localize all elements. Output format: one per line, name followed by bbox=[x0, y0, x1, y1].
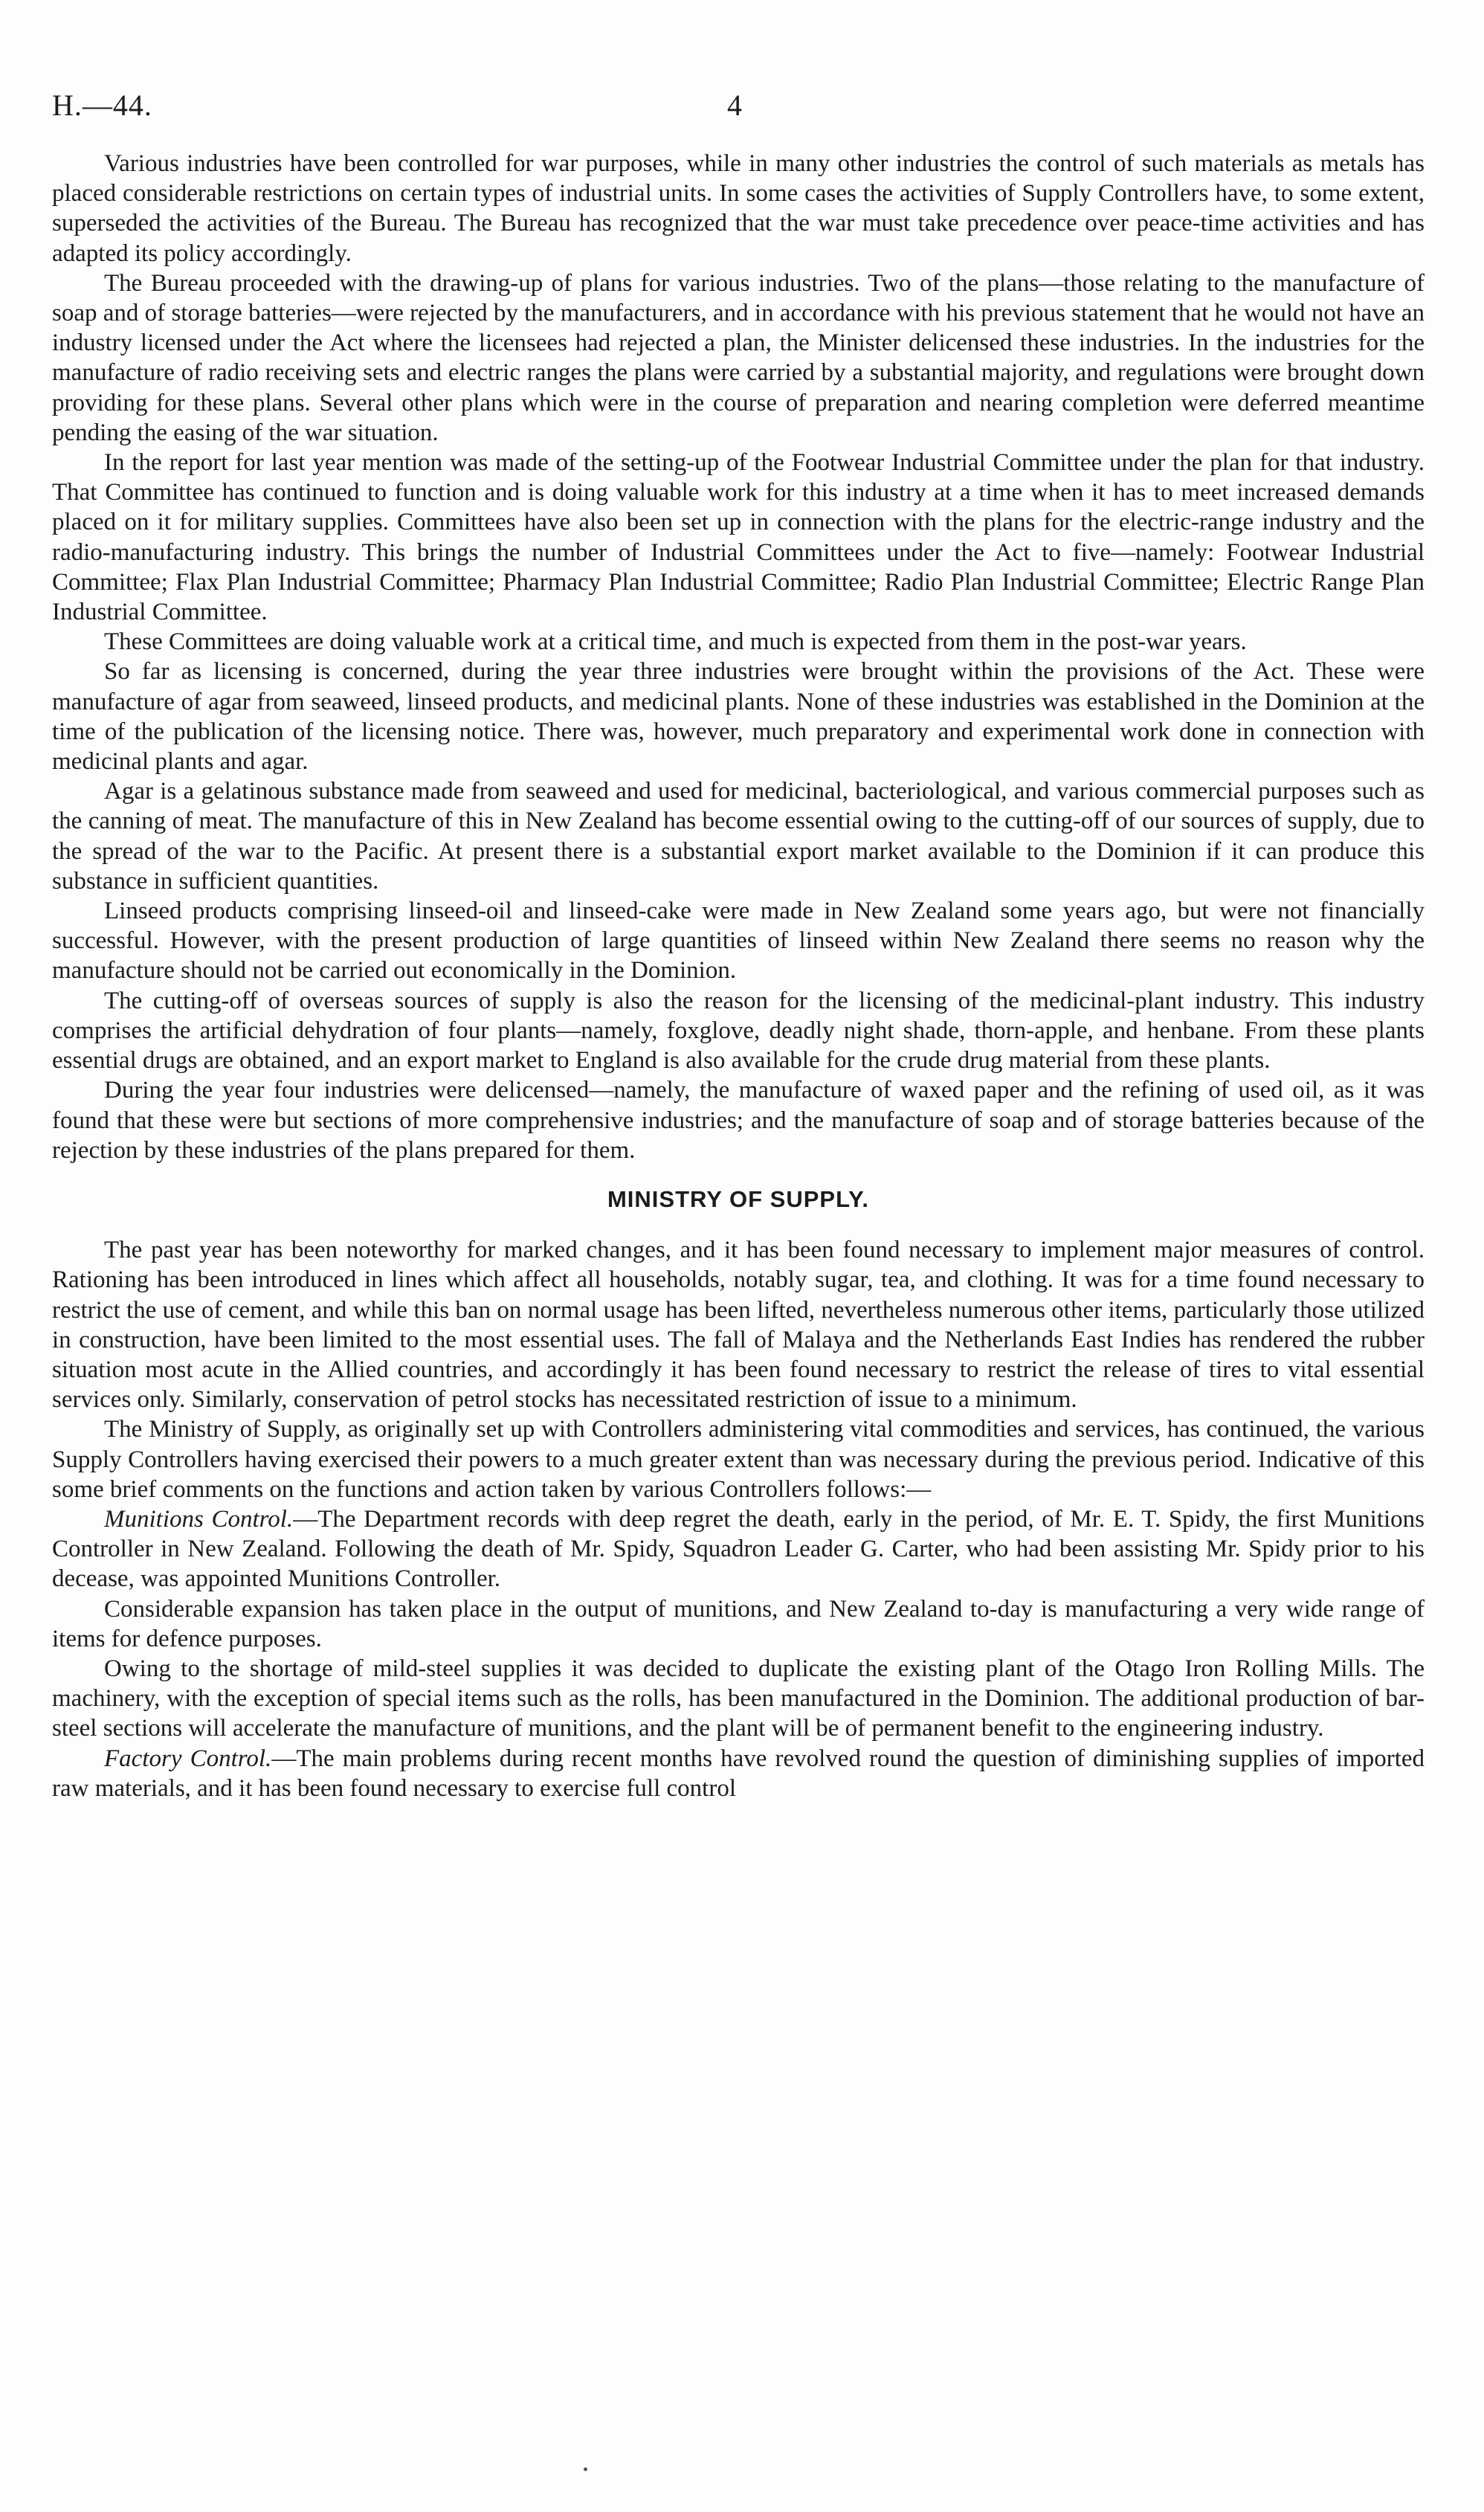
section-heading: MINISTRY OF SUPPLY. bbox=[607, 1185, 870, 1212]
paragraph: These Committees are doing valuable work at a critical time, and much is expected from them in the post-war years. bbox=[104, 628, 1247, 656]
paragraph-munitions bbox=[52, 1504, 1425, 1594]
paragraph: The cutting-off of overseas sources of supply is also the reason for the licensing of the medicinal-plant industry. This industry comprises the artificial dehydration of four plants—namely, foxglove, deadly night shade, thorn-apple, and henbane. From these plants essential drugs are obtained, and an export market to England is also available for the crude drug material from these plants. bbox=[52, 987, 1425, 1075]
paragraph: Agar is a gelatinous substance made from seaweed and used for medicinal, bacteriological, and various commercial purposes such as the canning of meat. The manufacture of this in New Zealand has become essential owing to the cutting-off of our sources of supply, due to the spread of the war to the Pacific. At present there is a substantial export market available to the Dominion if it can produce this substance in sufficient quantities. bbox=[52, 778, 1425, 895]
paragraph: Owing to the shortage of mild-steel supplies it was decided to duplicate the existing plant of the Otago Iron Rolling Mills. The machinery, with the exception of special items such as the rolls, has been manufactured in the Dominion. The additional production of bar-steel sections will accelerate the manufacture of munitions, and the plant will be of permanent benefit to the engineering industry. bbox=[52, 1655, 1425, 1742]
paragraph: During the year four industries were delicensed—namely, the manufacture of waxed paper and the refining of used oil, as it was found that these were but sections of more comprehensive industries; and the manufacture of soap and of storage batteries because of the rejection by these industries of the plans prepared for them. bbox=[52, 1077, 1425, 1164]
munitions-control-text: —The Department records with deep regret the death, early in the period, of Mr. E. T. Spidy, the first Munitions Controller in New Zealand. Following the death of Mr. Spidy, Squadron Leader G. Carter, who had been assisting Mr. Spidy prior to his decease, was appointed Munitions Controller. bbox=[52, 1505, 1425, 1593]
factory-control-title: Factory Control. bbox=[104, 1745, 272, 1772]
munitions-control-title: Munitions Control. bbox=[104, 1505, 294, 1533]
document-body bbox=[52, 149, 1425, 1803]
report-reference: H.—44. bbox=[52, 88, 152, 122]
paragraph: Considerable expansion has taken place in the output of munitions, and New Zealand to-day is manufacturing a very wide range of items for defence purposes. bbox=[52, 1595, 1425, 1652]
paragraph: So far as licensing is concerned, during the year three industries were brought within the provisions of the Act. These were manufacture of agar from seaweed, linseed products, and medicinal plants. None of these industries was established in the Dominion at the time of the publication of the licensing notice. There was, however, much preparatory and experimental work done in connection with medicinal plants and agar. bbox=[52, 658, 1425, 776]
paragraph: In the report for last year mention was made of the setting-up of the Footwear Industrial Committee under the plan for that industry. That Committee has continued to function and is doing valuable work for this industry at a time when it has to meet increased demands placed on it for military supplies. Committees have also been set up in connection with the plans for the electric-range industry and the radio-manufacturing industry. This brings the number of Industrial Committees under the Act to five—namely: Footwear Industrial Committee; Flax Plan Industrial Committee; Pharmacy Plan Industrial Committee; Radio Plan Industrial Committee; Electric Range Plan Industrial Committee. bbox=[52, 449, 1425, 626]
paragraph: The Ministry of Supply, as originally set up with Controllers administering vital commodities and services, has continued, the various Supply Controllers having exercised their powers to a much greater extent than was necessary during the previous period. Indicative of this some brief comments on the functions and action taken by various Controllers follows:— bbox=[52, 1416, 1425, 1503]
scan-speck bbox=[584, 2467, 587, 2471]
page-number: 4 bbox=[727, 88, 742, 122]
paragraph: Various industries have been controlled for war purposes, while in many other industries the control of such materials as metals has placed considerable restrictions on certain types of industrial units. In some cases the activities of Supply Controllers have, to some extent, superseded the activities of the Bureau. The Bureau has recognized that the war must take precedence over peace-time activities and has adapted its policy accordingly. bbox=[52, 150, 1425, 267]
factory-control-text: —The main problems during recent months have revolved round the question of diminishing supplies of imported raw materials, and it has been found necessary to exercise full control bbox=[52, 1745, 1425, 1802]
paragraph: Linseed products comprising linseed-oil and linseed-cake were made in New Zealand some years ago, but were not financially successful. However, with the present production of large quantities of linseed within New Zealand there seems no reason why the manufacture should not be carried out economically in the Dominion. bbox=[52, 898, 1425, 985]
paragraph-factory bbox=[52, 1744, 1425, 1803]
paragraph: The Bureau proceeded with the drawing-up of plans for various industries. Two of the plans—those relating to the manufacture of soap and of storage batteries—were rejected by the manufacturers, and in accordance with his previous statement that he would not have an industry licensed under the Act where the licensees had rejected a plan, the Minister delicensed these industries. In the industries for the manufacture of radio receiving sets and electric ranges the plans were carried by a substantial majority, and regulations were brought down providing for these plans. Several other plans which were in the course of preparation and nearing completion were deferred meantime pending the easing of the war situation. bbox=[52, 269, 1425, 446]
paragraph: The past year has been noteworthy for marked changes, and it has been found necessary to implement major measures of control. Rationing has been introduced in lines which affect all households, notably sugar, tea, and clothing. It was for a time found necessary to restrict the use of cement, and while this ban on normal usage has been lifted, nevertheless numerous other items, particularly those utilized in construction, have been limited to the most essential uses. The fall of Malaya and the Netherlands East Indies has rendered the rubber situation most acute in the Allied countries, and accordingly it has been found necessary to restrict the release of tires to vital essential services only. Similarly, conservation of petrol stocks has necessitated restriction of issue to a minimum. bbox=[52, 1237, 1425, 1414]
